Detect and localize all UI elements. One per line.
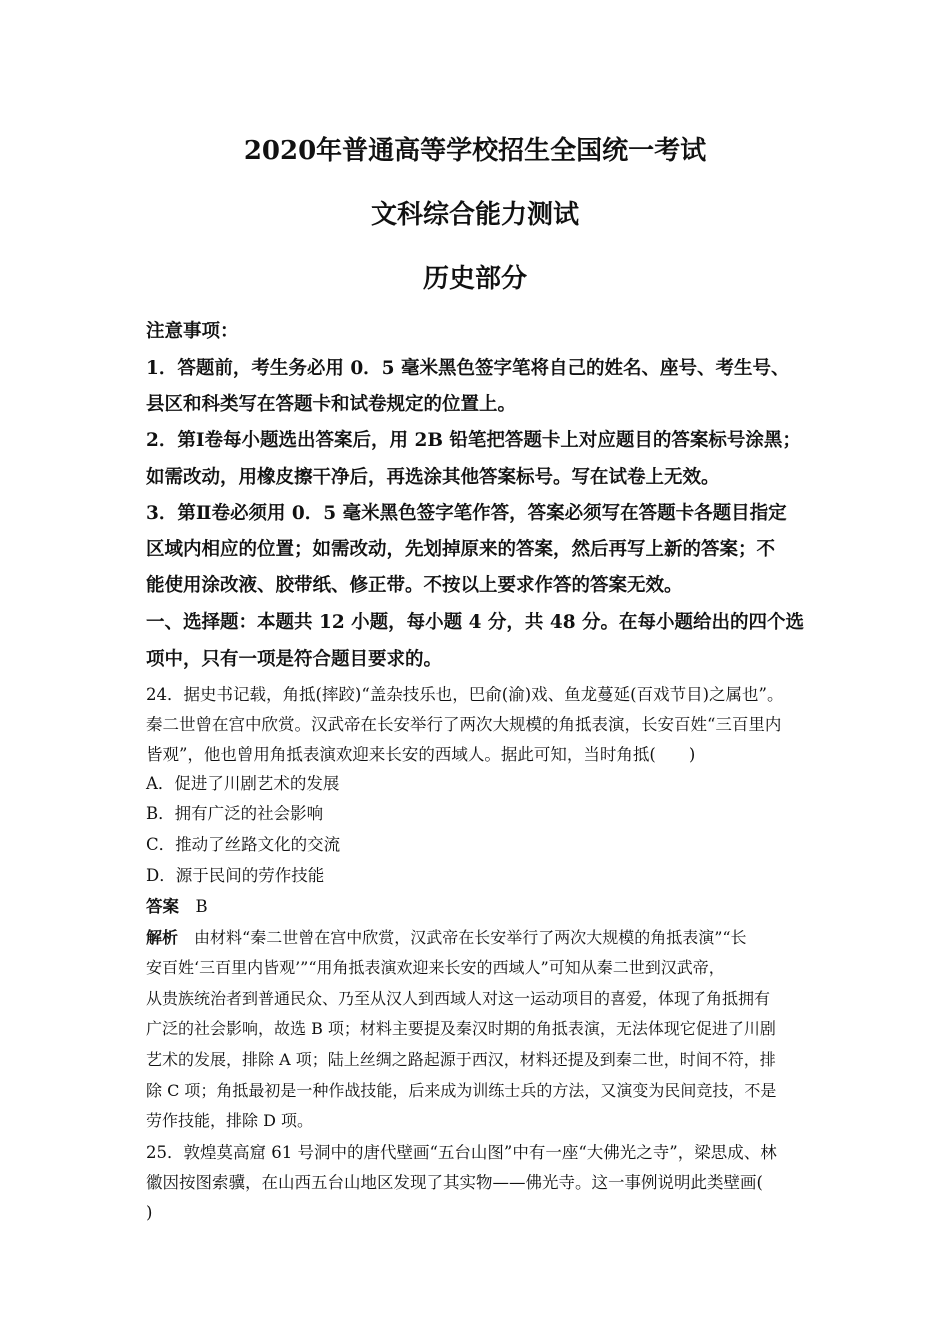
answer-label: 答案 [146,897,179,916]
q24-analysis-line: 广泛的社会影响，故选 B 项；材料主要提及秦汉时期的角抵表演，无法体现它促进了川剧 [146,1019,776,1038]
section-instruction: 一、选择题：本题共 12 小题，每小题 4 分，共 48 分。在每小题给出的四个选 [146,612,805,633]
q24-option-a: A．促进了川剧艺术的发展 [146,774,340,793]
q24-option-c: C．推动了丝路文化的交流 [146,835,341,854]
notice-line: 3．第Ⅱ卷必须用 0．5 毫米黑色签字笔作答，答案必须写在答题卡各题目指定 [146,503,787,524]
q24-analysis-line [146,923,810,954]
analysis-text: 由材料“秦二世曾在宫中欣赏，汉武帝在长安举行了两次大规模的角抵表演”“长 [194,928,747,947]
q25-stem-line: 徽因按图索骥，在山西五台山地区发现了其实物——佛光寺。这一事例说明此类壁画( [146,1173,763,1192]
notice-line: 如需改动，用橡皮擦干净后，再选涂其他答案标号。写在试卷上无效。 [146,467,720,488]
notice-line: 区域内相应的位置；如需改动，先划掉原来的答案，然后再写上新的答案；不 [146,539,776,560]
q24-analysis-line: 艺术的发展，排除 A 项；陆上丝绸之路起源于西汉，材料还提及到秦二世，时间不符，排 [146,1050,776,1069]
q24-analysis-line: 安百姓‘三百里内皆观’”“用角抵表演欢迎来长安的西域人”可知从秦二世到汉武帝， [146,958,725,977]
notice-line: 1．答题前，考生务必用 0．5 毫米黑色签字笔将自己的姓名、座号、考生号、 [146,358,790,379]
q25-stem-line: 25．敦煌莫高窟 61 号洞中的唐代壁画“五台山图”中有一座“大佛光之寺”，梁思成、林 [146,1143,777,1162]
exam-title: 2020年普通高等学校招生全国统一考试 [243,136,707,166]
q24-stem-line: 秦二世曾在宫中欣赏。汉武帝在长安举行了两次大规模的角抵表演，长安百姓“三百里内 [146,715,782,734]
notice-line: 县区和科类写在答题卡和试卷规定的位置上。 [146,394,517,415]
q24-analysis-line: 除 C 项；角抵最初是一种作战技能，后来成为训练士兵的方法，又演变为民间竞技，不是 [146,1081,777,1100]
q24-analysis-line: 劳作技能，排除 D 项。 [146,1111,314,1130]
answer-value: B [195,897,208,916]
exam-subject: 文科综合能力测试 [370,200,579,230]
q24-answer [146,892,810,922]
q24-stem-line: 皆观”，他也曾用角抵表演欢迎来长安的西域人。据此可知，当时角抵( ) [146,745,696,764]
q24-option-d: D．源于民间的劳作技能 [146,866,325,885]
notice-line: 能使用涂改液、胶带纸、修正带。不按以上要求作答的答案无效。 [146,575,683,596]
q25-stem-line: ) [146,1203,153,1222]
q24-option-b: B．拥有广泛的社会影响 [146,804,324,823]
q24-stem-line: 24．据史书记载，角抵(摔跤)“盖杂技乐也，巴俞(渝)戏、鱼龙蔓延(百戏节目)之属也”。 [146,685,784,704]
analysis-label: 解析 [146,928,179,947]
section-instruction: 项中，只有一项是符合题目要求的。 [146,649,443,670]
q24-analysis-line: 从贵族统治者到普通民众、乃至从汉人到西域人对这一运动项目的喜爱，体现了角抵拥有 [146,989,771,1008]
exam-section-title: 历史部分 [422,264,527,294]
notice-line: 2．第Ⅰ卷每小题选出答案后，用 2B 铅笔把答题卡上对应题目的答案标号涂黑； [146,430,801,451]
notice-heading: 注意事项： [146,321,239,342]
